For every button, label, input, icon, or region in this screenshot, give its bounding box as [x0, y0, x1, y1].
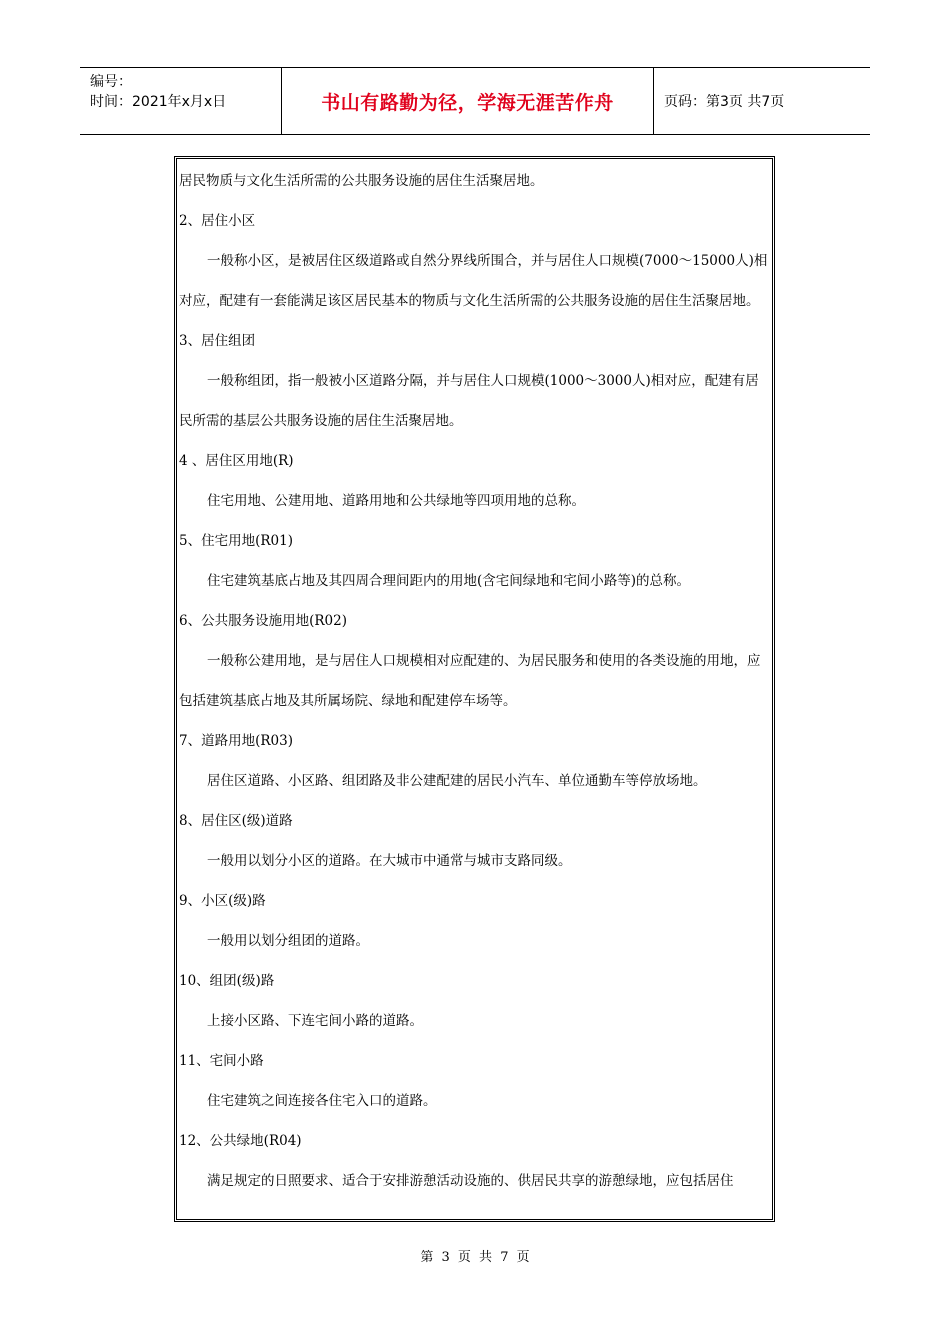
page-code-text: 页码：第3页 共7页 — [664, 94, 785, 110]
section-heading: 6、公共服务设施用地(R02) — [179, 613, 347, 629]
section-heading: 10、组团(级)路 — [179, 973, 275, 989]
definition-paragraph: 住宅建筑基底占地及其四周合理间距内的用地(含宅间绿地和宅间小路等)的总称。 — [207, 573, 691, 589]
definition-paragraph: 满足规定的日照要求、适合于安排游憩活动设施的、供居民共享的游憩绿地，应包括居住 — [207, 1173, 734, 1189]
section-heading: 12、公共绿地(R04) — [179, 1133, 302, 1149]
definition-paragraph: 一般称公建用地，是与居住人口规模相对应配建的、为居民服务和使用的各类设施的用地，应包括建筑基底占地及其所属场院、绿地和配建停车场等。 — [179, 653, 761, 709]
section-heading: 11、宅间小路 — [179, 1053, 264, 1069]
content-frame — [174, 156, 775, 1222]
page-footer: 第 3 页 共 7 页 — [420, 1250, 530, 1265]
definition-paragraph: 住宅用地、公建用地、道路用地和公共绿地等四项用地的总称。 — [207, 493, 585, 509]
section-heading: 2、居住小区 — [179, 213, 256, 229]
definition-paragraph: 上接小区路、下连宅间小路的道路。 — [207, 1013, 423, 1029]
section-heading: 7、道路用地(R03) — [179, 733, 293, 749]
definition-paragraph: 一般称小区，是被居住区级道路或自然分界线所围合，并与居住人口规模(7000～15000人)相对应，配建有一套能满足该区居民基本的物质与文化生活所需的公共服务设施的居住生活聚居地。 — [179, 253, 768, 309]
header-meta — [80, 68, 282, 134]
definition-paragraph: 一般用以划分组团的道路。 — [207, 933, 369, 949]
definition-paragraph: 住宅建筑之间连接各住宅入口的道路。 — [207, 1093, 437, 1109]
section-heading: 9、小区(级)路 — [179, 893, 266, 909]
definition-paragraph: 一般用以划分小区的道路。在大城市中通常与城市支路同级。 — [207, 853, 572, 869]
header-motto-cell — [282, 68, 654, 134]
section-heading: 3、居住组团 — [179, 333, 256, 349]
section-heading: 4 、居住区用地(R) — [179, 453, 294, 469]
document-number: 编号： — [90, 74, 132, 90]
header-motto: 书山有路勤为径，学海无涯苦作舟 — [321, 91, 614, 114]
document-date: 时间：2021年x月x日 — [90, 94, 227, 110]
page-header — [80, 67, 870, 135]
section-heading: 8、居住区(级)道路 — [179, 813, 293, 829]
continued-paragraph: 居民物质与文化生活所需的公共服务设施的居住生活聚居地。 — [179, 173, 544, 189]
section-heading: 5、住宅用地(R01) — [179, 533, 293, 549]
header-page-code — [654, 68, 870, 134]
definition-paragraph: 居住区道路、小区路、组团路及非公建配建的居民小汽车、单位通勤车等停放场地。 — [207, 773, 707, 789]
document-body — [177, 159, 772, 1201]
definition-paragraph: 一般称组团，指一般被小区道路分隔，并与居住人口规模(1000～3000人)相对应，配建有居民所需的基层公共服务设施的居住生活聚居地。 — [179, 373, 759, 429]
